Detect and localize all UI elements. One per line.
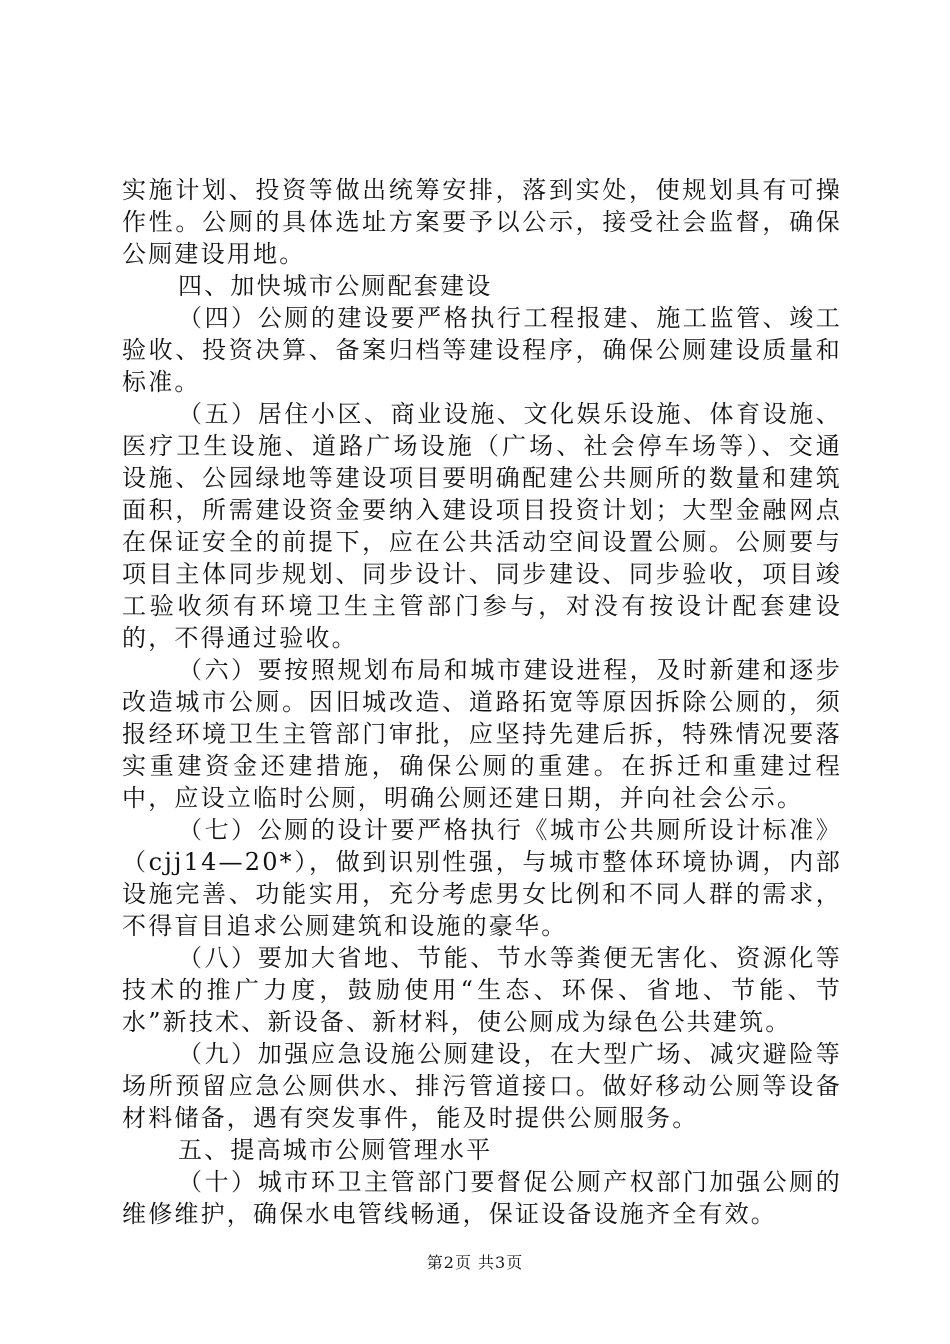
paragraph: （八）要加大省地、节能、节水等粪便无害化、资源化等技术的推广力度，鼓励使用“生态、环保、省地、节能、节水”新技术、新设备、新材料，使公厕成为绿色公共建筑。 bbox=[122, 944, 842, 1036]
paragraph: （五）居住小区、商业设施、文化娱乐设施、体育设施、医疗卫生设施、道路广场设施（广场、社会停车场等）、交通设施、公园绿地等建设项目要明确配建公共厕所的数量和建筑面积，所需建设资金要纳入建设项目投资计划；大型金融网点在保证安全的前提下，应在公共活动空间设置公厕。公厕要与项目主体同步规划、同步设计、同步建设、同步验收，项目竣工验收须有环境卫生主管部门参与，对没有按设计配套建设的，不得通过验收。 bbox=[122, 400, 842, 652]
paragraph: （六）要按照规划布局和城市建设进程，及时新建和逐步改造城市公厕。因旧城改造、道路拓宽等原因拆除公厕的，须报经环境卫生主管部门审批，应坚持先建后拆，特殊情况要落实重建资金还建措施，确保公厕的重建。在拆迁和重建过程中，应设立临时公厕，明确公厕还建日期，并向社会公示。 bbox=[122, 656, 842, 812]
page-number-footer: 第2页 共3页 bbox=[426, 1253, 524, 1272]
paragraph: （九）加强应急设施公厕建设，在大型广场、减灾避险等场所预留应急公厕供水、排污管道接口。做好移动公厕等设备材料储备，遇有突发事件，能及时提供公厕服务。 bbox=[122, 1040, 842, 1132]
paragraph: 实施计划、投资等做出统筹安排，落到实处，使规划具有可操作性。公厕的具体选址方案要予以公示，接受社会监督，确保公厕建设用地。 bbox=[122, 176, 842, 268]
paragraph: （四）公厕的建设要严格执行工程报建、施工监管、竣工验收、投资决算、备案归档等建设程序，确保公厕建设质量和标准。 bbox=[122, 304, 842, 396]
section-heading: 四、加快城市公厕配套建设 bbox=[178, 272, 493, 300]
paragraph: （七）公厕的设计要严格执行《城市公共厕所设计标准》（cjj14—20*），做到识别性强，与城市整体环境协调，内部设施完善、功能实用，充分考虑男女比例和不同人群的需求，不得盲目追求公厕建筑和设施的豪华。 bbox=[122, 816, 842, 940]
document-body bbox=[122, 174, 842, 1230]
paragraph: （十）城市环卫主管部门要督促公厕产权部门加强公厕的维修维护，确保水电管线畅通，保证设备设施齐全有效。 bbox=[122, 1168, 842, 1228]
section-heading: 五、提高城市公厕管理水平 bbox=[178, 1136, 493, 1164]
